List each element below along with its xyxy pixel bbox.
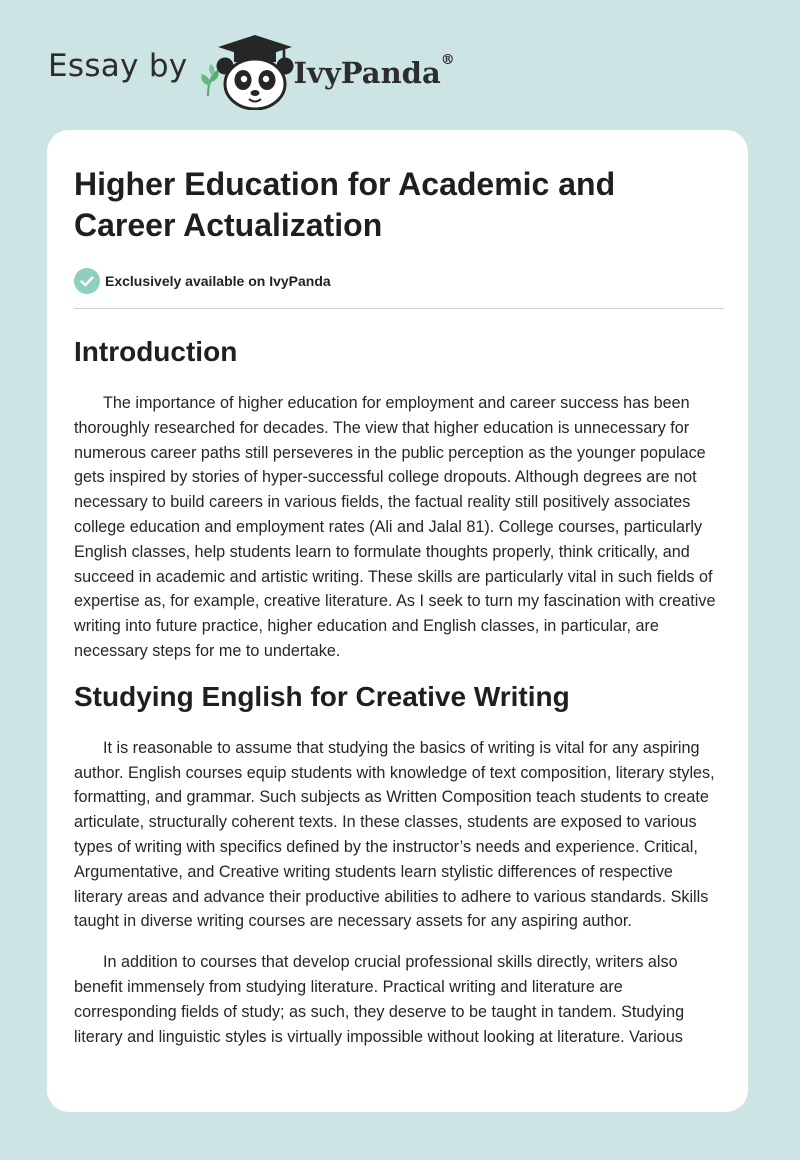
brand-prefix: Essay by (48, 48, 188, 84)
essay-content (74, 164, 724, 1065)
exclusive-badge (74, 268, 724, 294)
checkmark-circle-icon (74, 268, 100, 294)
essay-title: Higher Education for Academic and Career Actualization (74, 166, 616, 243)
panda-graduate-logo-icon (198, 30, 298, 110)
essay-card (47, 130, 748, 1112)
brand-name-text: IvyPanda (293, 56, 441, 90)
trademark-symbol: ® (440, 52, 455, 68)
section-studying-english (74, 680, 724, 1050)
exclusive-badge-text: Exclusively available on IvyPanda (105, 273, 331, 289)
site-brand[interactable] (48, 30, 455, 110)
section-introduction (74, 335, 724, 664)
title-divider (74, 308, 724, 309)
paragraph: The importance of higher education for employment and career success has been thoroughly researched for decades. The view that higher education is unnecessary for numerous career paths still perseveres in the public perception as the younger populace gets inspired by stories of hyper-successful college dropouts. Although degrees are not necessary to build careers in various fields, the factual reality still positively associates college education and employment rates (Ali and Jalal 81). College courses, particularly English classes, help students learn to formulate thoughts properly, think critically, and succeed in academic and artistic writing. These skills are particularly vital in such fields of expertise as, for example, creative literature. As I seek to turn my fascination with creative writing into future practice, higher education and English classes, in particular, are necessary steps for me to undertake. (74, 394, 716, 660)
section-heading: Introduction (74, 336, 238, 367)
paragraph: It is reasonable to assume that studying the basics of writing is vital for any aspiring author. English courses equip students with knowledge of text composition, literary styles, formatting, and grammar. Such subjects as Written Composition teach students to create articulate, structurally coherent texts. In these classes, students are exposed to various types of writing with specifics defined by the instructor’s needs and experience. Critical, Argumentative, and Creative writing students learn stylistic differences of respective literary areas and advance their productive abilities to adhere to various standards. Skills taught in diverse writing courses are necessary assets for any aspiring author. (74, 738, 715, 931)
paragraph: In addition to courses that develop crucial professional skills directly, writers also benefit immensely from studying literature. Practical writing and literature are corresponding fields of study; as such, they deserve to be taught in tandem. Studying literary and linguistic styles is virtually impossible without looking at literature. Various (74, 953, 685, 1046)
section-heading: Studying English for Creative Writing (74, 680, 570, 712)
brand-name (293, 52, 455, 90)
